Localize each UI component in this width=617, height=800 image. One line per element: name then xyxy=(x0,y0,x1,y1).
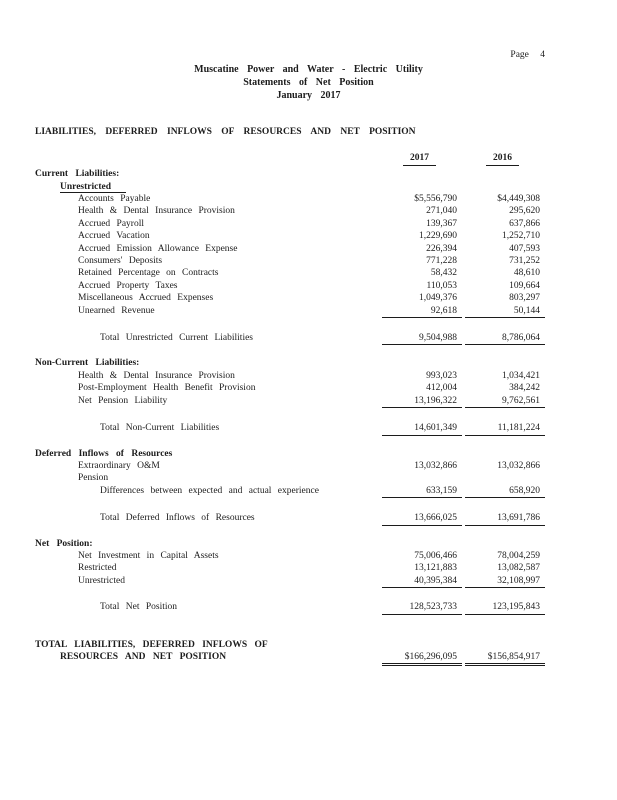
value-2016: 658,920 xyxy=(465,485,545,498)
value-2017: 14,601,349 xyxy=(382,422,462,435)
statement-row xyxy=(35,292,545,304)
row-label: Post-Employment Health Benefit Provision xyxy=(78,383,256,394)
page-number-value: 4 xyxy=(540,50,545,60)
statement-row xyxy=(35,193,545,205)
row-label: Restricted xyxy=(78,563,117,574)
value-2017: 13,196,322 xyxy=(382,395,462,408)
statement-row xyxy=(35,422,545,435)
statement-row xyxy=(35,267,545,279)
value-2017: 128,523,733 xyxy=(382,601,462,614)
grand-total-value-2016: $156,854,917 xyxy=(465,651,545,666)
section-header-row xyxy=(35,357,545,369)
value-2016: 13,032,866 xyxy=(497,460,540,471)
value-2016: 123,195,843 xyxy=(465,601,545,614)
row-label: Unearned Revenue xyxy=(78,305,155,316)
grand-total-label-line1: TOTAL LIABILITIES, DEFERRED INFLOWS OF xyxy=(35,639,268,650)
statement-row xyxy=(35,472,545,484)
row-label-cell xyxy=(35,395,382,407)
row-label-cell xyxy=(35,448,382,460)
value-2016: 803,297 xyxy=(509,293,540,304)
statement-table xyxy=(35,152,545,667)
row-label-cell xyxy=(35,357,382,369)
value-2016: 32,108,997 xyxy=(465,575,545,588)
column-header-row xyxy=(35,152,545,166)
value-2016: 11,181,224 xyxy=(465,422,545,435)
value-2017: 92,618 xyxy=(382,305,462,318)
statement-row xyxy=(35,382,545,394)
grand-total-row-line1 xyxy=(35,639,545,651)
row-label-cell xyxy=(35,512,382,524)
value-2017: 13,666,025 xyxy=(382,512,462,525)
statement-row xyxy=(35,562,545,574)
row-label: Unrestricted xyxy=(60,182,126,193)
statement-row xyxy=(35,280,545,292)
row-label: Net Investment in Capital Assets xyxy=(78,550,219,561)
value-2016: 48,610 xyxy=(513,268,540,279)
page-number xyxy=(510,50,545,60)
value-2017: 9,504,988 xyxy=(382,332,462,345)
value-2017: 139,367 xyxy=(426,218,457,229)
value-2016: 109,664 xyxy=(509,280,540,291)
row-label: Extraordinary O&M xyxy=(78,460,160,471)
statement-row xyxy=(35,218,545,230)
grand-total-value-2017: $166,296,095 xyxy=(382,651,462,666)
value-2016: 78,004,259 xyxy=(497,550,540,561)
row-label: Differences between expected and actual experience xyxy=(100,485,319,496)
row-label-cell xyxy=(35,460,382,472)
value-2017: 412,004 xyxy=(426,383,457,394)
value-2017: 633,159 xyxy=(382,485,462,498)
statement-row xyxy=(35,460,545,472)
value-2017: 226,394 xyxy=(426,243,457,254)
value-2017: 13,121,883 xyxy=(414,563,457,574)
row-label: Accrued Vacation xyxy=(78,231,150,242)
row-label: Health & Dental Insurance Provision xyxy=(78,370,235,381)
row-label: Accounts Payable xyxy=(78,194,151,205)
row-label-cell xyxy=(35,280,382,292)
row-label-cell xyxy=(35,562,382,574)
value-2016: 13,691,786 xyxy=(465,512,545,525)
value-2016: 637,866 xyxy=(509,218,540,229)
row-label: Miscellaneous Accrued Expenses xyxy=(78,293,214,304)
value-2017: 771,228 xyxy=(426,256,457,267)
value-2016: 1,034,421 xyxy=(502,370,540,381)
value-2017: 13,032,866 xyxy=(414,460,457,471)
row-label-cell xyxy=(35,601,382,613)
row-label-cell xyxy=(35,575,382,587)
statement-row xyxy=(35,205,545,217)
row-label: Health & Dental Insurance Provision xyxy=(78,206,235,217)
row-label-cell xyxy=(35,332,382,344)
row-label: Unrestricted xyxy=(78,575,125,586)
row-label-cell xyxy=(35,243,382,255)
statement-row xyxy=(35,305,545,318)
value-2017: 110,053 xyxy=(426,280,457,291)
row-label-cell xyxy=(35,305,382,317)
value-2016: 1,252,710 xyxy=(502,231,540,242)
value-2016: 407,593 xyxy=(509,243,540,254)
page-number-label: Page xyxy=(510,50,529,60)
statement-row xyxy=(35,332,545,345)
section-heading: LIABILITIES, DEFERRED INFLOWS OF RESOURCES AND NET POSITION xyxy=(35,127,416,138)
row-label: Current Liabilities: xyxy=(35,169,120,180)
row-label: Accrued Emission Allowance Expense xyxy=(78,243,238,254)
value-2017: 271,040 xyxy=(426,206,457,217)
row-label: Accrued Payroll xyxy=(78,218,144,229)
row-label-cell xyxy=(35,181,382,193)
grand-total-label-line2: RESOURCES AND NET POSITION xyxy=(60,651,227,662)
value-2016: 384,242 xyxy=(509,383,540,394)
statement-row xyxy=(35,370,545,382)
row-label-cell xyxy=(35,472,382,484)
value-2016: 295,620 xyxy=(509,206,540,217)
section-header-row xyxy=(35,181,545,193)
row-label: Total Net Position xyxy=(100,602,178,613)
row-label: Accrued Property Taxes xyxy=(78,280,178,291)
statement-row xyxy=(35,485,545,498)
statement-row xyxy=(35,395,545,408)
value-2017: 1,229,690 xyxy=(419,231,457,242)
row-label: Total Unrestricted Current Liabilities xyxy=(100,333,254,344)
value-2017: 1,049,376 xyxy=(419,293,457,304)
statement-row xyxy=(35,575,545,588)
row-label-cell xyxy=(35,382,382,394)
title-utility-name: Muscatine Power and Water - Electric Utility xyxy=(194,64,423,75)
row-label-cell xyxy=(35,230,382,242)
value-2016: $4,449,308 xyxy=(497,194,540,205)
value-2016: 50,144 xyxy=(465,305,545,318)
row-label-cell xyxy=(35,193,382,205)
value-2016: 731,252 xyxy=(509,256,540,267)
row-label-cell xyxy=(35,292,382,304)
row-label-cell xyxy=(35,168,382,180)
row-label-cell xyxy=(35,538,382,550)
row-label-cell xyxy=(35,550,382,562)
row-label-cell xyxy=(35,485,382,497)
row-label-cell xyxy=(35,422,382,434)
statement-row xyxy=(35,230,545,242)
value-2016: 13,082,587 xyxy=(497,563,540,574)
grand-total-row-line2 xyxy=(35,651,545,666)
statement-row xyxy=(35,601,545,614)
statement-rows xyxy=(35,168,545,614)
value-2017: $5,556,790 xyxy=(414,194,457,205)
column-header-2016: 2016 xyxy=(465,152,545,166)
statement-row xyxy=(35,512,545,525)
row-label: Deferred Inflows of Resources xyxy=(35,448,173,459)
row-label: Non-Current Liabilities: xyxy=(35,358,140,369)
section-header-row xyxy=(35,538,545,550)
value-2017: 40,395,384 xyxy=(382,575,462,588)
row-label-cell xyxy=(35,267,382,279)
section-header-row xyxy=(35,168,545,180)
title-period: January 2017 xyxy=(276,89,341,101)
row-label: Total Non-Current Liabilities xyxy=(100,423,220,434)
row-label-cell xyxy=(35,255,382,267)
value-2017: 993,023 xyxy=(426,370,457,381)
row-label: Net Pension Liability xyxy=(78,395,168,406)
row-label: Consumers' Deposits xyxy=(78,256,163,267)
row-label: Net Position: xyxy=(35,538,93,549)
row-label-cell xyxy=(35,205,382,217)
value-2017: 58,432 xyxy=(430,268,457,279)
value-2016: 9,762,561 xyxy=(465,395,545,408)
row-label: Retained Percentage on Contracts xyxy=(78,268,219,279)
statement-row xyxy=(35,243,545,255)
column-header-2017: 2017 xyxy=(382,152,462,166)
row-label-cell xyxy=(35,370,382,382)
statement-row xyxy=(35,550,545,562)
value-2017: 75,006,466 xyxy=(414,550,457,561)
row-label: Total Deferred Inflows of Resources xyxy=(100,513,255,524)
statement-row xyxy=(35,255,545,267)
title-statement-name: Statements of Net Position xyxy=(243,76,374,88)
row-label: Pension xyxy=(78,473,109,484)
row-label-cell xyxy=(35,218,382,230)
section-header-row xyxy=(35,448,545,460)
value-2016: 8,786,064 xyxy=(465,332,545,345)
